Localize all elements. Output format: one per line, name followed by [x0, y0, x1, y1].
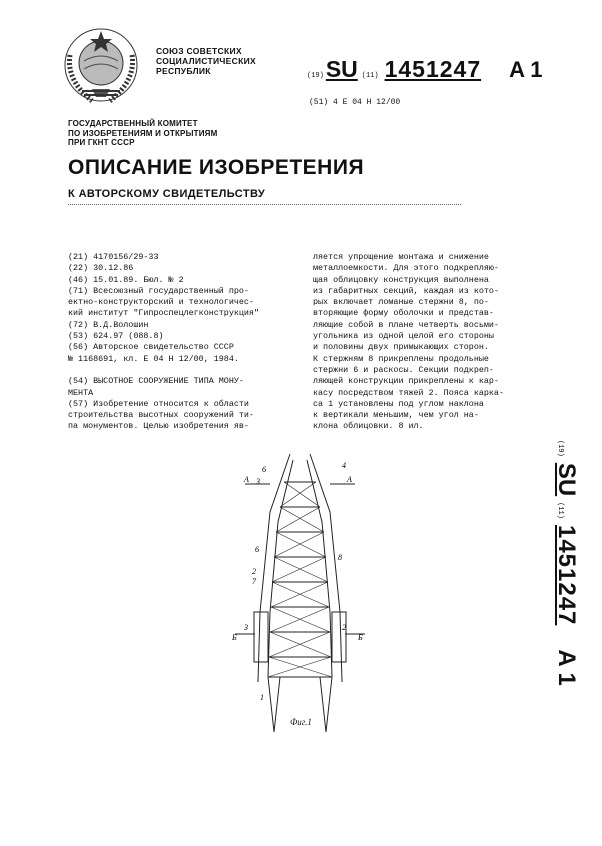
abstract-line: К стержням 8 прикреплены продольные — [313, 353, 489, 364]
label-2b: 2 — [342, 623, 346, 632]
bibliographic-data — [68, 252, 292, 433]
label-4: 4 — [342, 461, 346, 470]
biblio-line: (56) Авторское свидетельство СССР — [68, 342, 234, 353]
country-code: SU — [325, 56, 358, 82]
field-tag-11: (11) — [361, 72, 379, 80]
label-6b: 6 — [255, 545, 259, 554]
biblio-line: МЕНТА — [68, 387, 94, 398]
biblio-line — [68, 365, 292, 376]
abstract-line: угольника из одной целой его стороны — [313, 331, 494, 342]
abstract-line: ляющие собой в плане четверть восьми- — [313, 319, 499, 330]
document-title: ОПИСАНИЕ ИЗОБРЕТЕНИЯ — [68, 156, 365, 179]
tower-drawing — [230, 452, 370, 732]
label-2: 2 — [252, 567, 256, 576]
label-7: 7 — [252, 577, 256, 586]
biblio-line: (21) 4170156/29-33 — [68, 252, 159, 262]
side-country-code: SU — [553, 462, 580, 497]
committee-line: ПРИ ГКНТ СССР — [68, 138, 135, 147]
abstract-line: ляющей конструкции прикреплены к кар- — [313, 376, 499, 387]
abstract-line: металлоемкости. Для этого подкрепляю- — [313, 263, 499, 274]
biblio-line: (72) В.Д.Волошин — [68, 319, 149, 330]
biblio-line: (46) 15.01.89. Бюл. № 2 — [68, 274, 184, 285]
patent-number: 1451247 — [384, 56, 482, 82]
patent-id-block — [307, 56, 543, 83]
abstract-line: клона облицовки. 8 ил. — [313, 421, 424, 432]
committee-line: ПО ИЗОБРЕТЕНИЯМ И ОТКРЫТИЯМ — [68, 128, 218, 138]
abstract-line: са 1 установлены под углом наклона — [313, 398, 484, 409]
abstract-line: из габаритных секций, каждая из кото- — [313, 285, 499, 296]
state-emblem-icon — [62, 25, 140, 107]
abstract-line: щая облицовку конструкция выполнена — [313, 274, 489, 285]
side-kind-code: A 1 — [553, 649, 580, 686]
side-patent-number: 1451247 — [553, 524, 580, 626]
biblio-line: ектно-конструкторский и технологичес- — [68, 297, 254, 308]
committee-name — [68, 119, 217, 148]
committee-line: ГОСУДАРСТВЕННЫЙ КОМИТЕТ — [68, 119, 198, 128]
country-line: СОЦИАЛИСТИЧЕСКИХ — [156, 56, 256, 66]
label-8: 8 — [338, 553, 342, 562]
biblio-line: (22) 30.12.86 — [68, 263, 134, 274]
biblio-line: (71) Всесоюзный государственный про- — [68, 285, 249, 296]
country-name — [156, 46, 256, 76]
abstract-line: и половины двух примыкающих сторон. — [313, 342, 489, 353]
abstract-line: касу посредством тяжей 2. Пояса карка- — [313, 387, 504, 398]
abstract-line: вторяющие форму оболочки и представ- — [313, 308, 494, 319]
side-field-tag-19: (19) — [556, 440, 564, 457]
abstract-line: ляется упрощение монтажа и снижение — [313, 252, 489, 262]
biblio-line: № 1168691, кл. E 04 H 12/00, 1984. — [68, 353, 239, 364]
document-subtitle: К АВТОРСКОМУ СВИДЕТЕЛЬСТВУ — [68, 188, 266, 200]
biblio-line: кий институт "Гипроспецлегконструкция" — [68, 308, 259, 319]
label-B-right: Б — [358, 633, 363, 642]
biblio-line: (54) ВЫСОТНОЕ СООРУЖЕНИЕ ТИПА МОНУ- — [68, 376, 244, 387]
country-line: СОЮЗ СОВЕТСКИХ — [156, 46, 242, 56]
biblio-line: па монументов. Целью изобретения яв- — [68, 421, 249, 432]
label-A-left: А — [244, 475, 249, 484]
abstract-line: рых включает ломаные стержни 8, по- — [313, 297, 489, 308]
divider — [68, 204, 461, 205]
abstract-line: стержни 6 и раскосы. Секции подкреп- — [313, 364, 494, 375]
field-tag-19: (19) — [307, 72, 324, 80]
biblio-line: (53) 624.97 (088.8) — [68, 331, 164, 342]
biblio-line: (57) Изобретение относится к области — [68, 398, 249, 409]
label-B-left: Б — [232, 633, 237, 642]
country-line: РЕСПУБЛИК — [156, 66, 211, 76]
label-1: 1 — [260, 693, 264, 702]
abstract-continuation — [313, 252, 533, 433]
label-3: 3 — [256, 477, 260, 486]
label-3b: 3 — [244, 623, 248, 632]
ipc-classification: (51) 4 E 04 H 12/00 — [309, 98, 401, 107]
side-field-tag-11: (11) — [556, 502, 564, 519]
kind-code: A 1 — [509, 57, 543, 82]
label-A-right: А — [347, 475, 352, 484]
label-6: 6 — [262, 465, 266, 474]
abstract-line: к вертикали меньшим, чем угол на- — [313, 410, 479, 421]
figure-caption: Фиг.1 — [290, 717, 312, 727]
biblio-line: строительства высотных сооружений ти- — [68, 410, 254, 421]
